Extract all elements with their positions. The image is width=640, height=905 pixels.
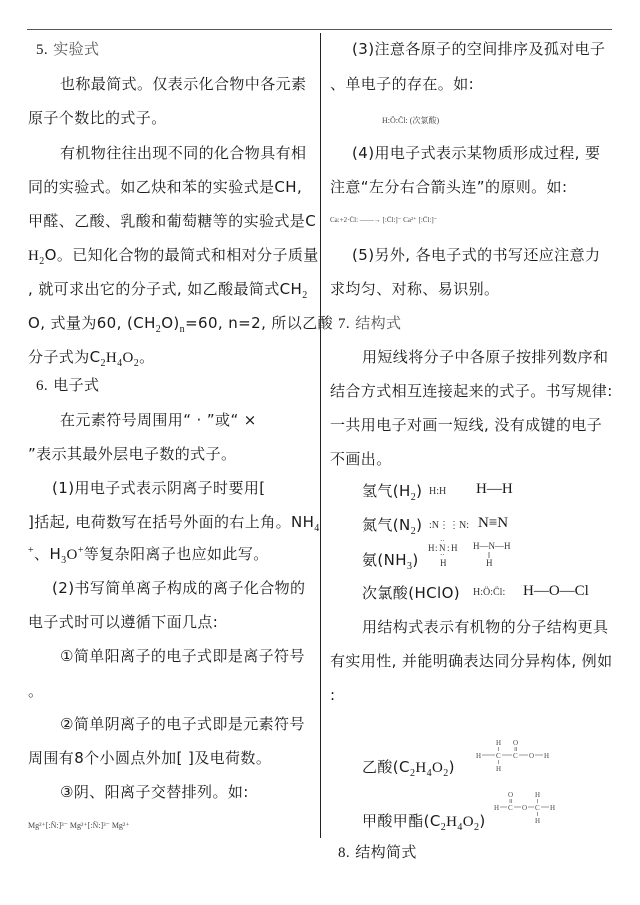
svg-text:··: ·· xyxy=(440,551,445,559)
svg-text:H: H xyxy=(544,752,550,760)
example-n2-name: 氮气$(N_2)$ xyxy=(362,516,423,537)
section-5-heading: 5. 实验式 xyxy=(36,40,100,58)
paragraph-line: ①简单阳离子的电子式即是离子符号 xyxy=(60,647,305,665)
svg-text:N: N xyxy=(439,543,446,553)
svg-text:··: ·· xyxy=(440,538,445,545)
n2-electron-formula: :N⋮⋮N: xyxy=(429,520,469,531)
methyl-formate-name: 甲酸甲酯$(C_2H_4O_2)$ xyxy=(362,812,486,833)
acetic-acid-name: 乙酸$(C_2H_4O_2)$ xyxy=(362,758,455,779)
paragraph-line: (5)另外, 各电子式的书写还应注意力 xyxy=(352,246,601,264)
svg-text:H: H xyxy=(496,739,502,747)
h2-electron-formula: H:H xyxy=(429,486,447,497)
paragraph-line: 有实用性, 并能明确表达同分异构体, 例如 xyxy=(330,652,613,670)
paragraph-line: 结合方式相互连接起来的式子。书写规律: xyxy=(330,382,613,400)
paragraph-line: ③阴、阳离子交替排列。如: xyxy=(60,783,249,801)
n2-structural-formula: N≡N xyxy=(478,515,509,531)
svg-text::: : xyxy=(447,543,450,553)
header-rule xyxy=(27,29,612,30)
hclo-structural-formula: H—O—Cl xyxy=(523,583,589,599)
svg-text:H: H xyxy=(535,791,541,799)
svg-text:H: H xyxy=(496,765,502,773)
svg-text:C: C xyxy=(496,752,501,760)
paragraph-line: 。 xyxy=(28,682,44,700)
paragraph-line: (4)用电子式表示某物质形成过程, 要 xyxy=(352,144,601,162)
svg-text:H: H xyxy=(451,543,458,553)
paragraph-line: 也称最简式。仅表示化合物中各元素 xyxy=(60,75,307,93)
paragraph-line: 甲醛、乙酸、乳酸和葡萄糖等的实验式是C xyxy=(28,212,317,230)
paragraph-line: (1)用电子式表示阴离子时要用[ xyxy=(52,479,266,497)
svg-text:O: O xyxy=(508,791,514,799)
paragraph-line: 、单电子的存在。如: xyxy=(330,75,475,93)
paragraph-line: 电子式时可以遵循下面几点: xyxy=(28,613,219,631)
paragraph-line: O, 式量为60, $(CH_2O)_n=60$, n=2, 所以乙酸 xyxy=(28,314,334,335)
paragraph-line: : xyxy=(330,686,336,704)
paragraph-line: 用结构式表示有机物的分子结构更具 xyxy=(362,618,609,636)
paragraph-line: 同的实验式。如乙炔和苯的实验式是CH, xyxy=(28,178,303,196)
paragraph-line: 周围有8个小圆点外加[ ]及电荷数。 xyxy=(28,749,272,767)
paragraph-line: , 就可求出它的分子式, 如乙酸最简式$CH_2$ xyxy=(28,280,308,301)
svg-text:O: O xyxy=(522,804,528,812)
svg-text:H: H xyxy=(440,558,447,568)
cacl2-formation-formula: Ca:+2·C̈l: ——→ [:C̈l:]⁻ Ca²⁺ [:C̈l:]⁻ xyxy=(330,216,438,224)
methyl-formate-structural-formula xyxy=(492,790,572,830)
svg-text:C: C xyxy=(535,804,540,812)
mg3n2-electron-formula: Mg²⁺[:N̈:]³⁻ Mg²⁺[:N̈:]³⁻ Mg²⁺ xyxy=(28,821,130,830)
paragraph-line: 用短线将分子中各原子按排列数序和 xyxy=(362,348,609,366)
paragraph-line: 不画出。 xyxy=(330,450,392,468)
column-divider xyxy=(320,33,321,838)
example-hclo-name: 次氯酸(HClO) xyxy=(362,584,461,602)
paragraph-line: +、$H_3O^+$等复杂阳离子也应如此写。 xyxy=(28,545,269,566)
example-h2-name: 氢气$(H_2)$ xyxy=(362,482,423,503)
svg-text:H: H xyxy=(476,752,482,760)
hclo-electron-formula: H:Ö:C̈l: (次氯酸) xyxy=(382,116,440,125)
svg-text:H: H xyxy=(428,543,435,553)
paragraph-line: 注意“左分右合箭头连”的原则。如: xyxy=(330,178,568,196)
paragraph-line: 有机物往往出现不同的化合物具有相 xyxy=(60,144,307,162)
svg-text:H: H xyxy=(535,817,541,825)
paragraph-line: (2)书写简单离子构成的离子化合物的 xyxy=(52,579,306,597)
svg-text:H: H xyxy=(494,804,500,812)
paragraph-line: 一共用电子对画一短线, 没有成键的电子 xyxy=(330,416,603,434)
section-6-heading: 6. 电子式 xyxy=(36,376,100,394)
svg-text:H: H xyxy=(486,558,493,568)
paragraph-line: 在元素符号周围用“ · ”或“ × xyxy=(60,411,257,429)
nh3-formulas xyxy=(426,538,546,574)
paragraph-line: (3)注意各原子的空间排序及孤对电子 xyxy=(352,40,606,58)
hclo-electron-dot: H:Ö:C̈l: xyxy=(473,587,506,598)
acetic-acid-structural-formula xyxy=(474,738,554,778)
h2-structural-formula: H—H xyxy=(476,481,513,497)
svg-text:O: O xyxy=(529,752,535,760)
paragraph-line: 分子式为$C_2H_4O_2$。 xyxy=(28,348,155,369)
svg-text:H—N—H: H—N—H xyxy=(473,541,511,551)
paragraph-line: ”表示其最外层电子数的式子。 xyxy=(28,445,237,463)
section-8-heading: 8. 结构简式 xyxy=(338,843,417,861)
paragraph-line: 原子个数比的式子。 xyxy=(28,109,167,127)
svg-text:H: H xyxy=(550,804,556,812)
section-7-heading: 7. 结构式 xyxy=(338,314,402,332)
svg-text:C: C xyxy=(508,804,513,812)
svg-text:O: O xyxy=(513,739,519,747)
paragraph-line: ②简单阴离子的电子式即是元素符号 xyxy=(60,715,305,733)
svg-text:C: C xyxy=(513,752,518,760)
svg-text::: : xyxy=(435,543,438,553)
example-nh3-name: 氨$(NH_3)$ xyxy=(362,551,419,572)
paragraph-line: $H_2O$。已知化合物的最简式和相对分子质量 xyxy=(28,246,319,267)
paragraph-line: ]括起, 电荷数写在括号外面的右上角。$NH_4$ xyxy=(28,513,320,534)
paragraph-line: 求均匀、对称、易识别。 xyxy=(330,280,500,298)
